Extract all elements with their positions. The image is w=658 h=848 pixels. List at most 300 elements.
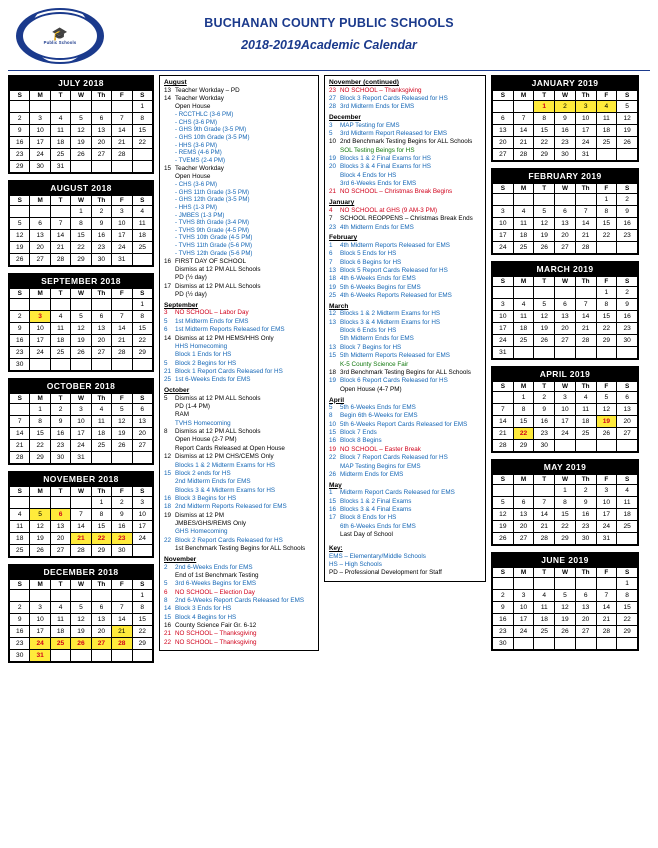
notes-month-heading: November <box>164 556 197 564</box>
page-title: BUCHANAN COUNTY PUBLIC SCHOOLS <box>204 16 454 30</box>
weekday-header: S <box>132 289 152 299</box>
notes-entry-text: Report Cards Released at Open House <box>175 444 285 452</box>
notes-entry-text: HHS Homecoming <box>175 342 228 350</box>
week-row <box>493 485 638 497</box>
month-grid <box>9 393 153 464</box>
notes-entry-date: 23 <box>329 223 337 231</box>
day-cell: 15 <box>596 218 617 230</box>
day-cell: 24 <box>30 638 50 650</box>
notes-entry <box>164 403 314 411</box>
notes-entry-date: 8 <box>329 412 333 420</box>
week-row <box>10 650 153 662</box>
empty-cell <box>575 638 596 650</box>
day-cell: 26 <box>112 440 132 452</box>
weekday-header: M <box>513 382 534 392</box>
empty-cell <box>71 497 91 509</box>
empty-cell <box>513 101 534 113</box>
day-cell: 16 <box>50 428 70 440</box>
weekday-header: F <box>596 184 617 194</box>
notes-entry-text: Blocks 1 & 2 Midterm Exams for HS <box>340 310 441 318</box>
day-cell: 17 <box>493 323 514 335</box>
notes-entry <box>164 520 314 528</box>
empty-cell <box>493 578 514 590</box>
notes-sub-entry: - TVHS 11th Grade (5-6 PM) <box>175 241 252 249</box>
notes-entry <box>329 421 481 429</box>
notes-entry-date: 15 <box>329 429 337 437</box>
day-cell: 23 <box>617 323 638 335</box>
weekday-header: S <box>10 289 30 299</box>
day-cell: 13 <box>50 521 70 533</box>
month-block <box>8 471 154 558</box>
notes-entry <box>329 352 481 360</box>
notes-entry-date: 19 <box>164 511 172 519</box>
day-cell: 24 <box>30 347 50 359</box>
empty-cell <box>534 578 555 590</box>
day-cell: 22 <box>513 428 534 440</box>
day-cell: 28 <box>534 533 555 545</box>
day-cell: 20 <box>513 521 534 533</box>
weekday-header: M <box>30 580 50 590</box>
notes-entry-text: MAP Testing for EMS <box>340 121 400 129</box>
notes-sub-entry: - GHS 12th Grade (3-5 PM) <box>175 196 250 204</box>
day-cell: 11 <box>617 497 638 509</box>
day-cell: 5 <box>534 299 555 311</box>
day-cell: 10 <box>555 404 576 416</box>
notes-entry-date: 13 <box>329 266 337 274</box>
weekday-header: W <box>555 382 576 392</box>
notes-entry-text: 3rd Midterm Report Released for EMS <box>340 129 448 137</box>
day-cell: 2 <box>493 590 514 602</box>
month-title: MAY 2019 <box>492 460 638 474</box>
weekday-header: Th <box>91 394 111 404</box>
day-cell: 22 <box>91 533 111 545</box>
notes-entry-date: 15 <box>329 497 337 505</box>
month-grid <box>492 90 638 161</box>
empty-cell <box>30 590 50 602</box>
day-cell: 4 <box>575 392 596 404</box>
notes-entry-text: Last Day of School <box>340 531 393 539</box>
day-cell: 5 <box>617 101 638 113</box>
day-cell: 1 <box>555 485 576 497</box>
day-cell: 20 <box>91 335 111 347</box>
day-cell: 24 <box>132 533 152 545</box>
notes-entry-date: 1 <box>329 241 333 249</box>
notes-entry <box>329 404 481 412</box>
weekday-header: S <box>493 184 514 194</box>
weekday-header: Th <box>91 196 111 206</box>
week-row <box>493 230 638 242</box>
day-cell: 12 <box>112 416 132 428</box>
day-cell: 27 <box>555 242 576 254</box>
notes-entry <box>164 503 314 511</box>
notes-entry-date: 7 <box>329 215 333 223</box>
day-cell: 9 <box>493 602 514 614</box>
notes-entry <box>164 360 314 368</box>
day-cell: 14 <box>112 125 132 137</box>
week-row <box>493 578 638 590</box>
notes-entry-text: Block 5 Ends for HS <box>340 250 397 258</box>
day-cell: 26 <box>617 137 638 149</box>
week-row <box>10 428 153 440</box>
day-cell: 3 <box>555 392 576 404</box>
day-cell: 29 <box>132 347 152 359</box>
notes-entry-date: 14 <box>164 94 172 102</box>
day-cell: 8 <box>71 218 91 230</box>
day-cell: 26 <box>534 242 555 254</box>
day-cell: 15 <box>71 230 91 242</box>
week-row <box>10 335 153 347</box>
notes-sub-entry: - HHS (1-3 PM) <box>175 203 217 211</box>
notes-entry-text: Blocks 1 & 2 Final Exams <box>340 497 412 505</box>
day-cell: 29 <box>132 638 152 650</box>
notes-entry <box>329 514 481 522</box>
day-cell: 26 <box>534 335 555 347</box>
day-cell: 5 <box>71 311 91 323</box>
day-cell: 19 <box>10 242 30 254</box>
day-cell: 18 <box>91 428 111 440</box>
notes-entry <box>164 495 314 503</box>
weekday-header: Th <box>91 580 111 590</box>
week-row <box>493 497 638 509</box>
empty-cell <box>50 206 70 218</box>
notes-entry <box>164 528 314 536</box>
notes-entry <box>164 580 314 588</box>
day-cell: 23 <box>112 533 132 545</box>
notes-entry-text: Block 5 Report Cards Released for HS <box>340 266 448 274</box>
day-cell: 8 <box>534 113 555 125</box>
notes-entry <box>164 622 314 630</box>
day-cell: 12 <box>493 509 514 521</box>
notes-entry-date: 19 <box>329 283 337 291</box>
month-grid <box>492 567 638 650</box>
notes-entry-text: NO SCHOOL at GHS (9 AM-3 PM) <box>340 206 438 214</box>
notes-entry-date <box>164 343 175 351</box>
day-cell: 25 <box>132 242 152 254</box>
empty-cell <box>513 485 534 497</box>
day-cell: 21 <box>71 533 91 545</box>
notes-entry <box>164 589 314 597</box>
day-cell: 13 <box>555 311 576 323</box>
empty-cell <box>132 545 152 557</box>
week-row <box>493 533 638 545</box>
month-block <box>491 261 639 360</box>
day-cell: 12 <box>555 602 576 614</box>
weekday-header: T <box>50 580 70 590</box>
empty-cell <box>112 359 132 371</box>
notes-entry-text: 3rd 6-Weeks Ends for EMS <box>340 180 417 188</box>
weekday-header: S <box>132 91 152 101</box>
notes-entry-text: Block 6 Report Cards Released for HS <box>340 377 448 385</box>
notes-entry <box>329 95 481 103</box>
notes-entry-date: 16 <box>164 495 172 502</box>
notes-sub-entry: - GHS 9th Grade (3-5 PM) <box>175 126 247 134</box>
day-cell: 7 <box>575 299 596 311</box>
weekday-header: M <box>513 568 534 578</box>
notes-entry-text: Block 4 Ends for HS <box>340 171 397 179</box>
notes-month-heading: February <box>329 234 358 242</box>
weekday-header: T <box>534 277 555 287</box>
empty-cell <box>596 440 617 452</box>
day-cell: 3 <box>112 206 132 218</box>
week-row <box>493 299 638 311</box>
weekday-header: F <box>112 91 132 101</box>
day-cell: 1 <box>596 194 617 206</box>
day-cell: 16 <box>91 230 111 242</box>
notes-entry-text: 5th 6-Weeks Ends for EMS <box>340 404 416 411</box>
notes-entry-text: 2nd Midterm Reports Released for EMS <box>175 503 287 511</box>
day-cell: 14 <box>71 521 91 533</box>
day-cell: 12 <box>71 614 91 626</box>
legend-line: HS – High Schools <box>329 561 382 569</box>
notes-entry <box>164 266 314 274</box>
weekday-header: T <box>50 91 70 101</box>
notes-entry-text: Block 7 Begins for HS <box>340 343 402 351</box>
weekday-header: S <box>617 475 638 485</box>
day-cell: 2 <box>555 101 576 113</box>
day-cell: 18 <box>513 230 534 242</box>
notes-entry-text: NO SCHOOL – Thanksgiving <box>175 638 257 646</box>
day-cell: 1 <box>534 101 555 113</box>
notes-entry-date: 13 <box>329 343 337 351</box>
empty-cell <box>91 161 111 173</box>
day-cell: 18 <box>534 614 555 626</box>
week-row <box>10 509 153 521</box>
notes-sub-entry: - RCCTHLC (3-6 PM) <box>175 111 234 119</box>
empty-cell <box>493 392 514 404</box>
day-cell: 9 <box>10 323 30 335</box>
week-row <box>493 428 638 440</box>
day-cell: 13 <box>91 323 111 335</box>
week-row <box>493 311 638 323</box>
notes-entry-date: 19 <box>329 445 337 453</box>
day-cell: 3 <box>30 113 50 125</box>
notes-entry <box>329 437 481 445</box>
weekday-header: Th <box>575 568 596 578</box>
month-block <box>8 564 154 663</box>
day-cell: 3 <box>493 206 514 218</box>
notes-entry-text: Block 1 Ends for HS <box>175 351 232 359</box>
notes-entry-date <box>164 411 175 419</box>
notes-entry-date: 21 <box>164 367 172 375</box>
empty-cell <box>617 242 638 254</box>
notes-entry-text: NO SCHOOL – Christmas Break Begins <box>340 188 453 196</box>
week-row <box>493 590 638 602</box>
day-cell: 4 <box>10 509 30 521</box>
notes-sub-entry: - CHS (3-6 PM) <box>175 181 217 189</box>
weekday-header: Th <box>575 475 596 485</box>
notes-entry-date <box>164 173 175 181</box>
notes-entry <box>164 165 314 173</box>
week-row <box>10 206 153 218</box>
notes-entry-date: 10 <box>329 420 337 428</box>
notes-entry <box>164 411 314 419</box>
day-cell: 30 <box>10 359 30 371</box>
weekday-header: T <box>50 289 70 299</box>
day-cell: 19 <box>596 416 617 428</box>
day-cell: 11 <box>534 602 555 614</box>
notes-entry <box>329 180 481 188</box>
day-cell: 22 <box>132 626 152 638</box>
notes-entry-date: 14 <box>164 605 172 613</box>
day-cell: 18 <box>132 230 152 242</box>
week-row <box>10 497 153 509</box>
day-cell: 9 <box>555 113 576 125</box>
notes-panel <box>324 75 486 582</box>
notes-entry <box>329 242 481 250</box>
weekday-header: W <box>555 91 576 101</box>
day-cell: 15 <box>30 428 50 440</box>
empty-cell <box>10 497 30 509</box>
empty-cell <box>493 101 514 113</box>
day-cell: 12 <box>71 323 91 335</box>
day-cell: 22 <box>617 614 638 626</box>
day-cell: 10 <box>513 602 534 614</box>
weekday-header: W <box>71 580 91 590</box>
week-row <box>10 113 153 125</box>
page-subtitle: 2018-2019Academic Calendar <box>241 38 417 52</box>
day-cell: 28 <box>575 242 596 254</box>
notes-entry <box>329 335 481 343</box>
day-cell: 16 <box>10 626 30 638</box>
notes-month-heading: January <box>329 199 355 207</box>
notes-entry <box>329 377 481 385</box>
notes-entry <box>164 436 314 444</box>
notes-entry <box>329 103 481 111</box>
notes-entry-text: 2nd Midterm Ends for EMS <box>175 478 251 486</box>
week-row <box>10 323 153 335</box>
weekday-header: M <box>30 196 50 206</box>
weekday-header: F <box>596 382 617 392</box>
day-cell: 30 <box>617 335 638 347</box>
day-cell: 29 <box>30 452 50 464</box>
day-cell: 3 <box>493 299 514 311</box>
day-cell: 3 <box>132 497 152 509</box>
day-cell: 31 <box>575 149 596 161</box>
notes-entry <box>164 283 314 291</box>
notes-entry-text: 3rd Midterm Ends for EMS <box>340 103 415 111</box>
empty-cell <box>71 650 91 662</box>
notes-entry-text: Dismiss at 12 PM ALL Schools <box>175 428 261 436</box>
day-cell: 24 <box>493 242 514 254</box>
notes-entry-text: 3rd Benchmark Testing Begins for ALL Schools <box>340 368 471 376</box>
week-row <box>10 230 153 242</box>
day-cell: 2 <box>10 311 30 323</box>
notes-entry-date: 16 <box>329 437 337 445</box>
month-title: NOVEMBER 2018 <box>9 472 153 486</box>
weekday-header: S <box>493 475 514 485</box>
day-cell: 9 <box>112 509 132 521</box>
notes-entry-date: 10 <box>329 138 337 146</box>
notes-entry-date <box>329 172 340 180</box>
notes-entry-date: 15 <box>329 352 337 360</box>
day-cell: 10 <box>132 509 152 521</box>
weekday-header: M <box>30 289 50 299</box>
notes-entry-date: 18 <box>164 503 172 511</box>
day-cell: 25 <box>513 242 534 254</box>
notes-entry-date: 21 <box>164 630 172 638</box>
day-cell: 8 <box>596 206 617 218</box>
day-cell: 15 <box>617 602 638 614</box>
week-row <box>493 614 638 626</box>
notes-sub-entry: - TVHS 12th Grade (5-6 PM) <box>175 249 253 257</box>
notes-entry <box>164 572 314 580</box>
notes-sub-entry: - CHS (3-6 PM) <box>175 118 217 126</box>
month-title: JUNE 2019 <box>492 553 638 567</box>
day-cell: 19 <box>555 614 576 626</box>
day-cell: 18 <box>575 416 596 428</box>
notes-entry-text: 2nd 6-Weeks Ends for EMS <box>175 563 253 571</box>
day-cell: 18 <box>50 137 70 149</box>
notes-entry-text: Open House (2-7 PM) <box>175 436 237 444</box>
notes-entry <box>164 420 314 428</box>
day-cell: 1 <box>132 299 152 311</box>
day-cell: 18 <box>10 533 30 545</box>
notes-entry-text: NO SCHOOL – Easter Break <box>340 445 421 453</box>
day-cell: 11 <box>91 416 111 428</box>
weekday-header: Th <box>91 487 111 497</box>
notes-entry <box>164 428 314 436</box>
notes-entry-date: 5 <box>164 359 168 367</box>
weekday-header: S <box>10 580 30 590</box>
notes-entry-date: 15 <box>164 469 172 477</box>
day-cell: 26 <box>596 428 617 440</box>
notes-entry <box>164 103 314 111</box>
notes-entry <box>329 267 481 275</box>
day-cell: 26 <box>71 149 91 161</box>
weekday-header: T <box>534 382 555 392</box>
day-cell: 12 <box>10 230 30 242</box>
week-row <box>10 137 153 149</box>
notes-entry-text: PD (½ day) <box>175 291 207 299</box>
day-cell: 4 <box>617 485 638 497</box>
day-cell: 23 <box>493 626 514 638</box>
day-cell: 22 <box>596 323 617 335</box>
month-title: DECEMBER 2018 <box>9 565 153 579</box>
notes-entry-date <box>164 351 175 359</box>
month-title: AUGUST 2018 <box>9 181 153 195</box>
notes-entry <box>164 274 314 282</box>
day-cell: 22 <box>534 137 555 149</box>
day-cell: 5 <box>30 509 50 521</box>
day-cell: 3 <box>30 311 50 323</box>
notes-entry-text: Begin 6th 6-Weeks for EMS <box>340 412 418 420</box>
day-cell: 2 <box>112 497 132 509</box>
empty-cell <box>575 194 596 206</box>
day-cell: 2 <box>10 113 30 125</box>
week-row <box>10 299 153 311</box>
notes-entry-date <box>164 436 175 444</box>
day-cell: 2 <box>50 404 70 416</box>
month-grid <box>9 288 153 371</box>
empty-cell <box>534 347 555 359</box>
notes-entry <box>164 462 314 470</box>
week-row <box>10 545 153 557</box>
weekday-header: F <box>112 394 132 404</box>
month-block <box>491 366 639 453</box>
notes-entry-text: JMBES/GHS/REMS Only <box>175 520 247 528</box>
empty-cell <box>50 299 70 311</box>
notes-entry-date: 1 <box>329 489 333 497</box>
day-cell: 14 <box>534 509 555 521</box>
day-cell: 1 <box>132 590 152 602</box>
notes-entry <box>164 545 314 553</box>
month-title: JULY 2018 <box>9 76 153 90</box>
day-cell: 4 <box>513 299 534 311</box>
day-cell: 4 <box>50 311 70 323</box>
week-row <box>10 161 153 173</box>
empty-cell <box>132 149 152 161</box>
notes-entry <box>329 327 481 335</box>
